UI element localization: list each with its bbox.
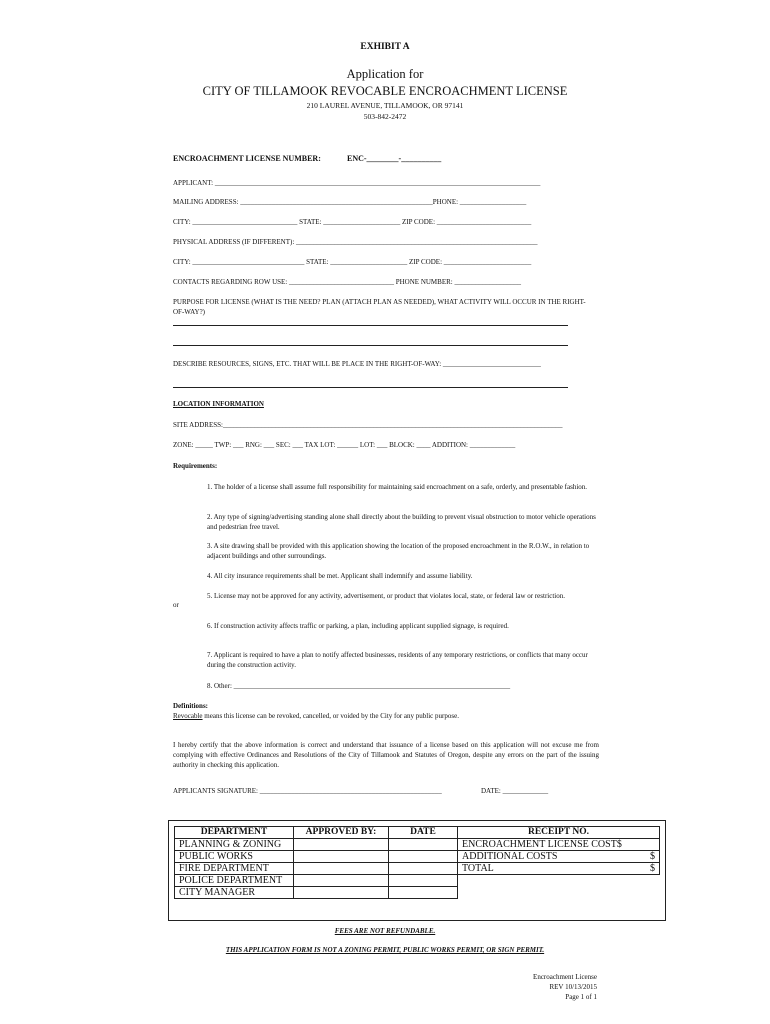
date-cell[interactable] [389,839,458,851]
mailing-address-field[interactable]: MAILING ADDRESS: _______________________________________________________PHONE: ___________________ [173,198,527,206]
describe-field[interactable]: DESCRIBE RESOURCES, SIGNS, ETC. THAT WILL BE PLACE IN THE RIGHT-OF-WAY: ____________________________ [173,360,541,368]
certification-text: I hereby certify that the above information is correct and understand that issuance of a license based on this application will not excuse me from complying with effective Ordinances and Resolutions of the City of Tillamook and Statutes of Oregon, despite any errors on the part of the issuing authority in checking this application. [173,741,599,769]
city-phone: 503-842-2472 [363,112,407,121]
doc-name: Encroachment License [533,973,597,981]
purpose-line-1[interactable] [173,325,568,326]
contacts-field[interactable]: CONTACTS REGARDING ROW USE: ______________________________ PHONE NUMBER: ___________________ [173,278,521,286]
fees-not-refundable: FEES ARE NOT REFUNDABLE. [334,927,436,935]
requirement-4: 4. All city insurance requirements shall be met. Applicant shall indemnify and assume liability. [207,572,473,580]
table-row [175,851,660,863]
requirements-heading: Requirements: [173,462,218,470]
zone-field[interactable]: ZONE: _____ TWP: ___ RNG: ___ SEC: ___ TAX LOT: ______ LOT: ___ BLOCK: ____ ADDITION: _____________ [173,441,516,449]
page-number: Page 1 of 1 [565,993,597,1001]
purpose-line-2[interactable] [173,345,568,346]
physical-address-field[interactable]: PHYSICAL ADDRESS (IF DIFFERENT): _____________________________________________________________________ [173,238,538,246]
purpose-label: PURPOSE FOR LICENSE (WHAT IS THE NEED? PLAN (ATTACH PLAN AS NEEDED), WHAT ACTIVITY WILL OCCUR IN THE RIGHT-OF-WAY?) [173,298,586,316]
approved-cell[interactable] [294,851,389,863]
requirement-5: 5. License may not be approved for any activity, advertisement, or product that violates local, state, or federal law or restriction. [207,592,565,600]
not-a-permit: THIS APPLICATION FORM IS NOT A ZONING PERMIT, PUBLIC WORKS PERMIT, OR SIGN PERMIT. [225,946,545,954]
receipt-cell[interactable]: TOTAL $ [458,863,660,875]
table-row [175,875,660,887]
describe-line[interactable] [173,387,568,388]
approved-cell[interactable] [294,863,389,875]
exhibit-label: EXHIBIT A [360,42,410,52]
col-department: DEPARTMENT [175,827,294,839]
location-heading: LOCATION INFORMATION [173,400,264,408]
date-cell[interactable] [389,863,458,875]
signature-field[interactable]: APPLICANTS SIGNATURE: ____________________________________________________ [173,787,442,795]
dept-cell: PLANNING & ZONING [175,839,294,851]
requirement-8[interactable]: 8. Other: _______________________________________________________________________________ [207,682,511,690]
site-address-field[interactable]: SITE ADDRESS:_________________________________________________________________________________________________ [173,421,563,429]
application-for: Application for [346,67,424,81]
license-number-field[interactable]: ENC-________-__________ [347,154,442,163]
city-state-zip-field-2[interactable]: CITY: ________________________________ STATE: ______________________ ZIP CODE: _________________________ [173,258,532,266]
receipt-cell[interactable]: ENCROACHMENT LICENSE COST$ [458,839,660,851]
date-cell[interactable] [389,887,458,899]
col-date: DATE [389,827,458,839]
revision: REV 10/13/2015 [549,983,597,991]
page-title: CITY OF TILLAMOOK REVOCABLE ENCROACHMENT LICENSE [202,84,568,98]
requirement-2: 2. Any type of signing/advertising standing alone shall directly about the building to prevent visual obstruction to motor vehicle operations and pedestrian free travel. [207,513,596,531]
definition-term: Revocable [173,712,203,720]
definition-text [173,712,459,720]
applicant-field[interactable]: APPLICANT: _____________________________________________________________________________________________ [173,179,541,187]
signature-date-field[interactable]: DATE: _____________ [481,787,549,795]
requirement-6: 6. If construction activity affects traffic or parking, a plan, including applicant supplied signage, is required. [207,622,509,630]
date-cell[interactable] [389,875,458,887]
requirement-1: 1. The holder of a license shall assume full responsibility for maintaining said encroachment on a safe, orderly, and presentable fashion. [207,483,588,491]
margin-or: or [173,601,179,609]
dept-cell: CITY MANAGER [175,887,294,899]
city-state-zip-field[interactable]: CITY: ______________________________ STATE: ______________________ ZIP CODE: ___________________________ [173,218,532,226]
empty-cell [458,887,660,899]
approved-cell[interactable] [294,875,389,887]
fee-table [174,826,660,899]
requirement-3: 3. A site drawing shall be provided with this application showing the location of the proposed encroachment in the R.O.W., in relation to adjacent buildings and other surroundings. [207,542,590,560]
approved-cell[interactable] [294,887,389,899]
approved-cell[interactable] [294,839,389,851]
date-cell[interactable] [389,851,458,863]
col-approved-by: APPROVED BY: [294,827,389,839]
receipt-cell[interactable]: ADDITIONAL COSTS $ [458,851,660,863]
col-receipt-no: RECEIPT NO. [458,827,660,839]
dept-cell: POLICE DEPARTMENT [175,875,294,887]
requirement-7: 7. Applicant is required to have a plan to notify affected businesses, residents of any temporary restrictions, or conflicts that many occur during the construction activity. [207,651,588,669]
city-address: 210 LAUREL AVENUE, TILLAMOOK, OR 97141 [306,101,464,110]
dept-cell: PUBLIC WORKS [175,851,294,863]
dept-cell: FIRE DEPARTMENT [175,863,294,875]
empty-cell [458,875,660,887]
definition-body: means this license can be revoked, cancelled, or voided by the City for any public purpose. [202,712,459,720]
license-number-label: ENCROACHMENT LICENSE NUMBER: [173,154,321,163]
table-row [175,863,660,875]
definitions-heading: Definitions: [173,702,208,710]
table-row [175,887,660,899]
table-row [175,839,660,851]
